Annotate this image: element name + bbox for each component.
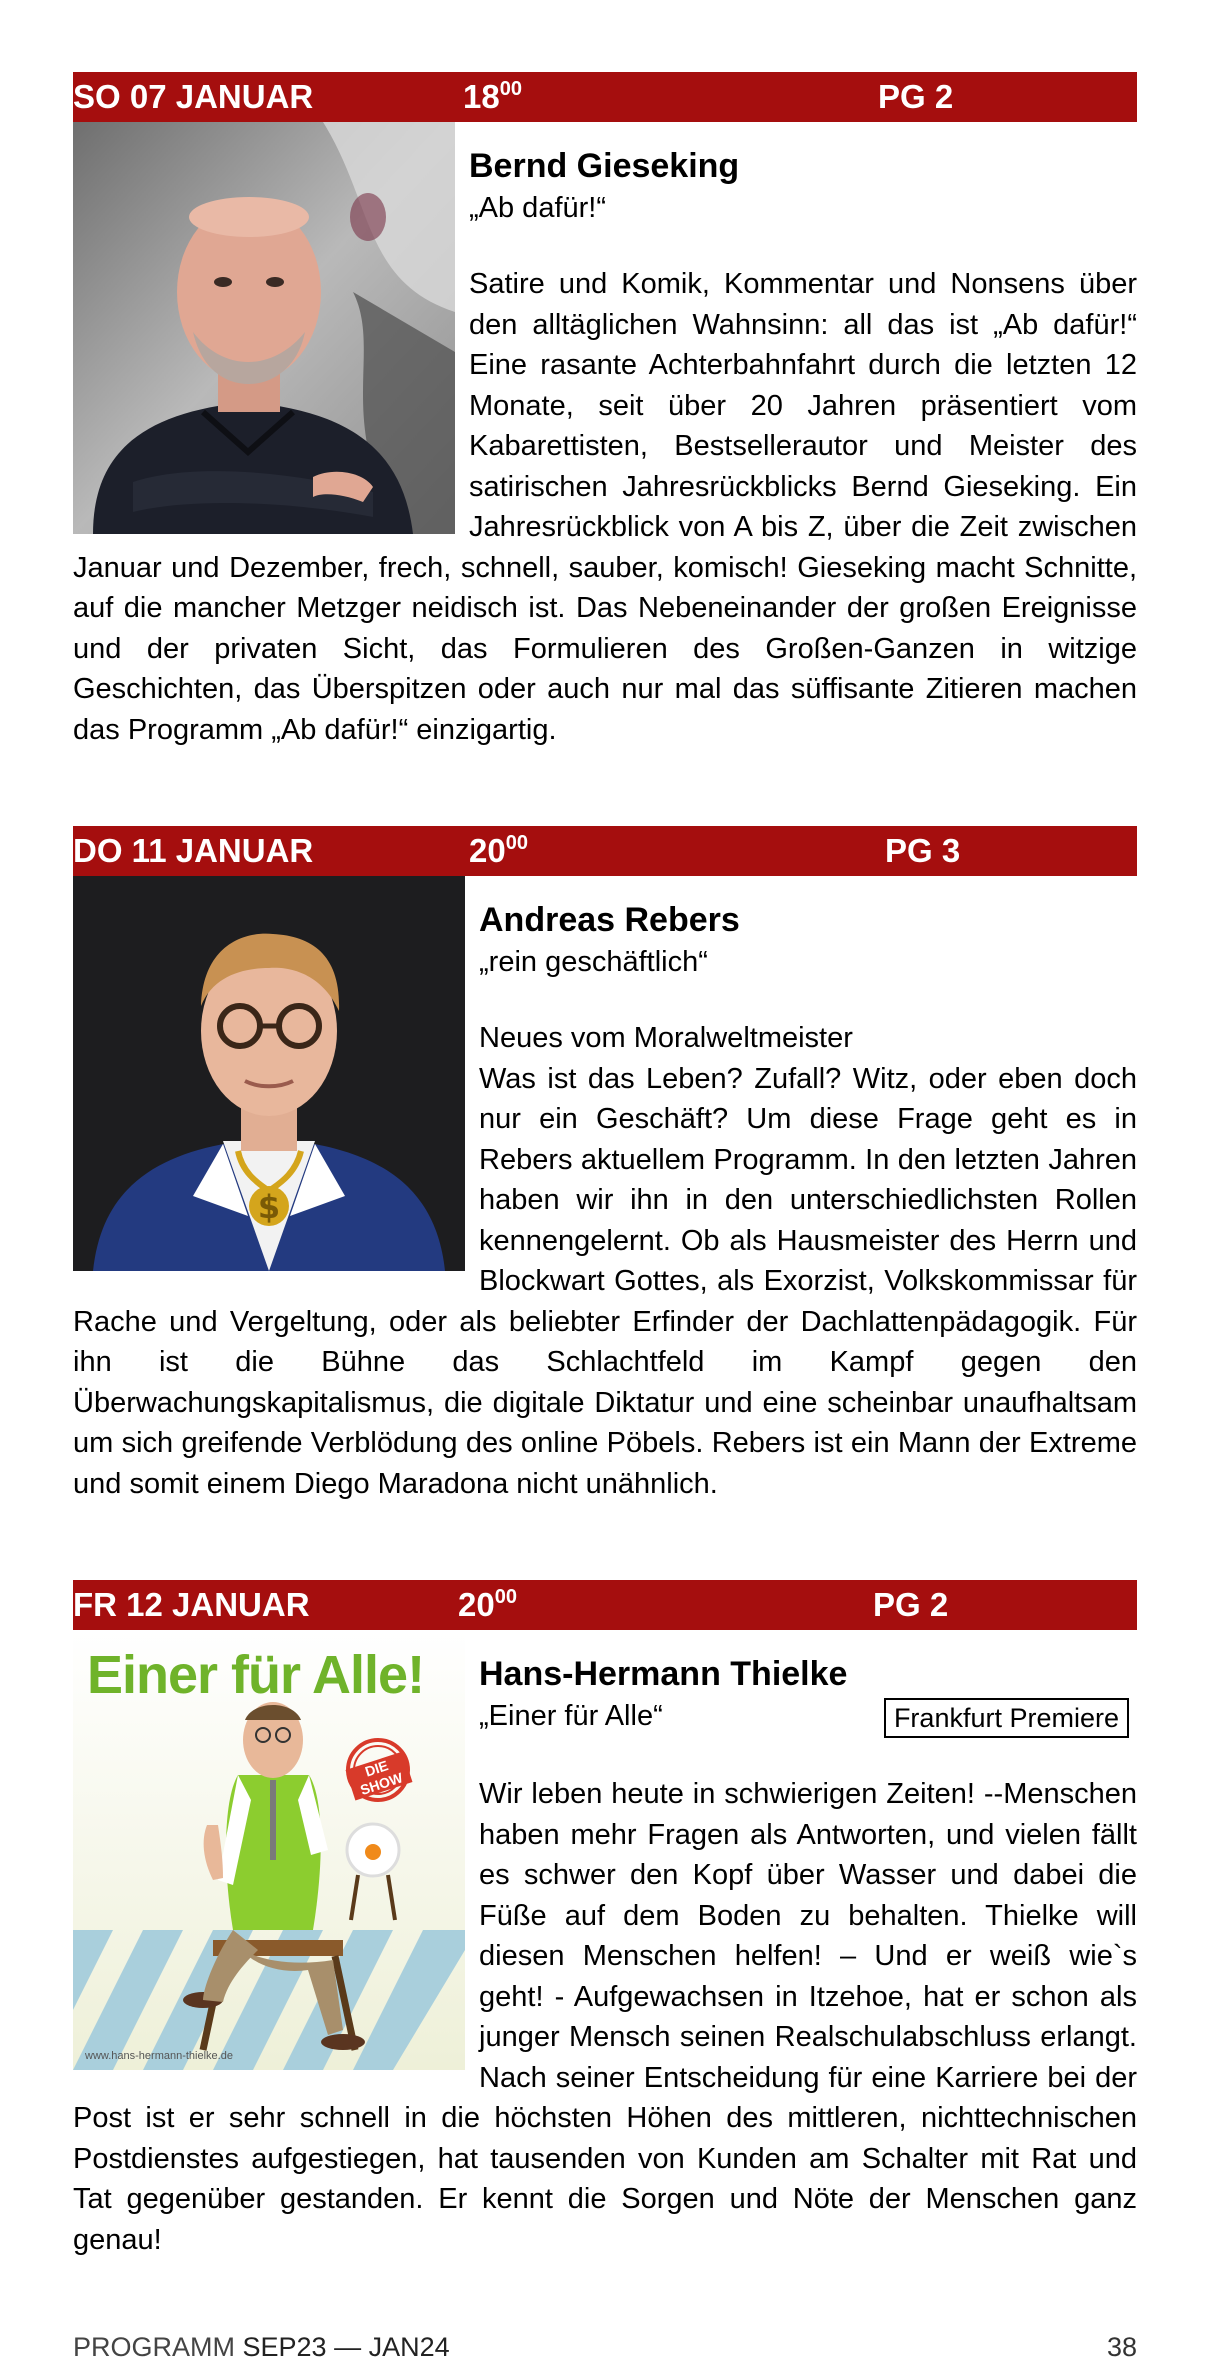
artist-photo-gieseking xyxy=(73,122,455,534)
event-header-bar xyxy=(73,72,1137,122)
event-hans-hermann-thielke xyxy=(73,1580,1137,2260)
event-date: SO 07 JANUAR xyxy=(73,78,314,115)
artist-photo-rebers xyxy=(73,876,465,1271)
event-date: DO 11 JANUAR xyxy=(73,832,314,869)
event-description: Wir leben heute in schwierigen Zeiten! --Menschen haben mehr Fragen als Antworten, und vielen fällt es schwer den Kopf über Wasser und dabei die Füße auf dem Boden zu behalten. Thielke will diesen Menschen helfen! – Und er weiß wie`s geht! - Aufgewachsen in Itzehoe, hat er schon als junger Mensch seinen Realschulabschluss erlangt. Nach seiner Entscheidung für eine Karriere bei der Post ist er sehr schnell in die höchsten Höhen des mittleren, nichttechnischen Postdienstes aufgestiegen, hat tausenden von Kunden am Schalter mit Rat und Tat gegenüber gestanden. Er kennt die Sorgen und Nöte der Menschen ganz genau! xyxy=(73,1778,1137,2256)
event-intro: Neues vom Moralweltmeister xyxy=(479,1022,853,1054)
event-description: Satire und Komik, Kommentar und Nonsens über den alltäglichen Wahnsinn: all das ist „Ab dafür!“ Eine rasante Achterbahnfahrt durch die letzten 12 Monate, seit über 20 Jahren präsentiert vom Kabarettisten, Bestsellerautor und Meister des satirischen Jahresrückblicks Bernd Gieseking. Ein Jahresrückblick von A bis Z, über die Zeit zwischen Januar und Dezember, frech, schnell, sauber, komisch! Gieseking macht Schnitte, auf die mancher Metzger neidisch ist. Das Nebeneinander der großen Ereignisse und der privaten Sicht, das Formulieren des Großen-Ganzen in witzige Geschichten, das Überspitzen oder auch nur mal das süffisante Zitieren machen das Programm „Ab dafür!“ einzigartig. xyxy=(73,268,1137,746)
poster-title: Einer für Alle! xyxy=(87,1645,425,1705)
program-title-text: „Einer für Alle“ xyxy=(479,1700,663,1732)
event-venue: PG 2 xyxy=(873,1586,949,1623)
event-venue: PG 2 xyxy=(878,78,954,115)
program-title xyxy=(479,1696,1137,1738)
artist-name: Andreas Rebers xyxy=(479,901,740,939)
badge-frankfurt-premiere: Frankfurt Premiere xyxy=(884,1698,1129,1738)
event-time: $20^{00}$ xyxy=(458,1586,517,1623)
page-number: 38 xyxy=(1106,2332,1137,2362)
program-title: „rein geschäftlich“ xyxy=(479,946,708,978)
artist-name: Bernd Gieseking xyxy=(469,147,740,185)
event-bernd-gieseking xyxy=(73,72,1137,750)
event-andreas-rebers xyxy=(73,826,1137,1504)
poster-stamp: DIE SHOW xyxy=(346,1752,413,1801)
event-description: Was ist das Leben? Zufall? Witz, oder eben doch nur ein Geschäft? Um diese Frage geht es in Rebers aktuellem Programm. In den letzten Jahren haben wir ihn in den unterschiedlichsten Rollen kennengelernt. Ob als Hausmeister des Herrn und Blockwart Gottes, als Exorzist, Volkskommissar für Rache und Vergeltung, oder als beliebter Erfinder der Dachlattenpädagogik. Für ihn ist die Bühne das Schlachtfeld im Kampf gegen den Überwachungskapitalismus, die digitale Diktatur und eine scheinbar unaufhaltsam um sich greifende Verblödung des online Pöbels. Rebers ist ein Mann der Extreme und somit einem Diego Maradona nicht unähnlich. xyxy=(73,1062,1137,1500)
footer-season: SEP23 — JAN24 xyxy=(242,2332,450,2362)
artist-name: Hans-Hermann Thielke xyxy=(479,1655,848,1693)
event-date: FR 12 JANUAR xyxy=(73,1586,310,1623)
event-time: $20^{00}$ xyxy=(469,832,528,869)
page-footer xyxy=(73,2332,1137,2363)
poster-url: www.hans-hermann-thielke.de xyxy=(85,2050,233,2062)
event-time: $18^{00}$ xyxy=(463,78,522,115)
artist-poster-thielke xyxy=(73,1630,465,2070)
event-header-bar xyxy=(73,1580,1137,1630)
event-venue: PG 3 xyxy=(885,832,961,869)
footer-program-label: PROGRAMM xyxy=(73,2332,235,2362)
program-title: „Ab dafür!“ xyxy=(469,192,606,224)
svg-text:$: $ xyxy=(257,1188,281,1226)
event-header-bar xyxy=(73,826,1137,876)
